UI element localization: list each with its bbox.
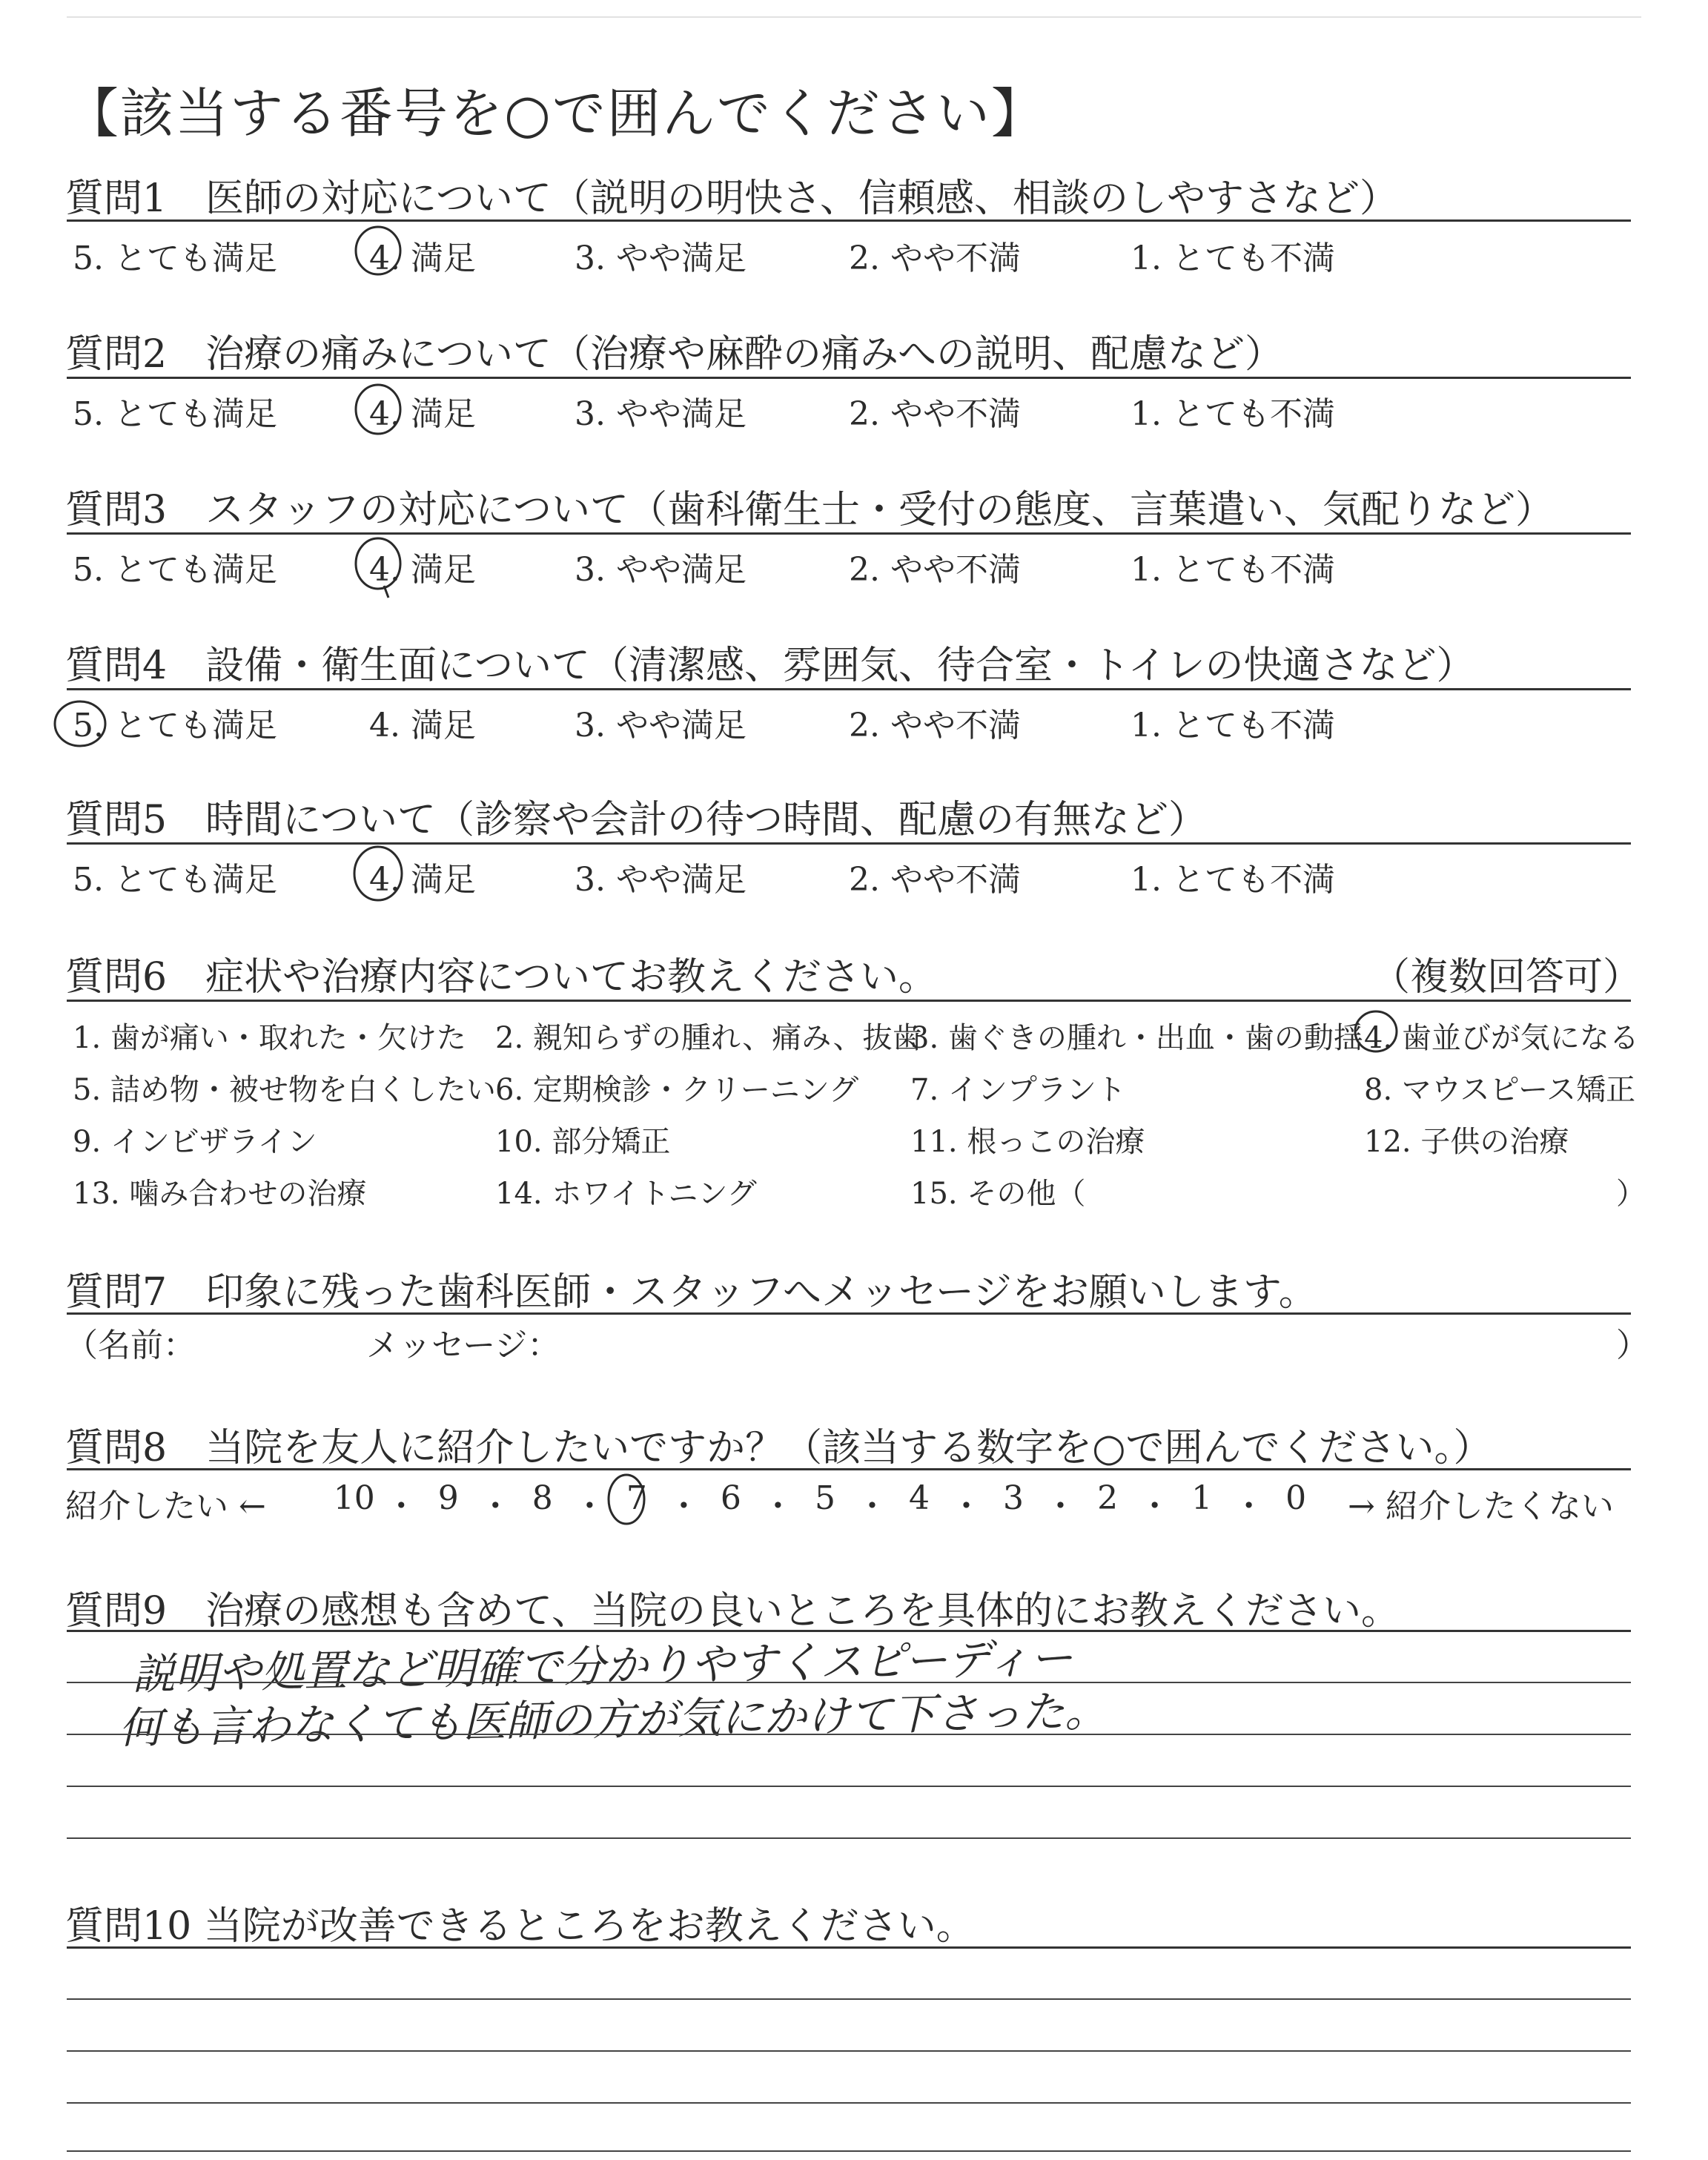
q7-rule (67, 1312, 1631, 1315)
q3-option-3[interactable]: 3. やや満足 (575, 551, 747, 589)
q7-close-paren: ） (1616, 1327, 1649, 1364)
q8-scale-0[interactable]: 0 (1285, 1479, 1307, 1517)
q1-option-3[interactable]: 3. やや満足 (575, 240, 747, 277)
q8-scale-9[interactable]: 9 (437, 1479, 459, 1517)
q8-left-label: 紹介したい ← (65, 1487, 266, 1525)
q5-option-1[interactable]: 1. とても不満 (1131, 861, 1335, 899)
q2-option-3[interactable]: 3. やや満足 (575, 395, 747, 433)
form-header: 【該当する番号を○で囲んでください】 (65, 82, 1046, 145)
q2-option-4[interactable]: 4. 満足 (369, 395, 476, 433)
q8-dot: ・ (761, 1487, 795, 1525)
q6-option-5[interactable]: 5. 詰め物・被せ物を白くしたい (73, 1073, 496, 1107)
top-border (67, 16, 1641, 18)
q8-scale-8[interactable]: 8 (532, 1479, 553, 1517)
q5-option-2[interactable]: 2. やや不満 (849, 861, 1021, 899)
q3-option-2[interactable]: 2. やや不満 (849, 551, 1021, 589)
q10-line-3 (67, 2102, 1631, 2104)
q8-scale-5[interactable]: 5 (814, 1479, 835, 1517)
q8-scale-6[interactable]: 6 (720, 1479, 741, 1517)
q6-option-13[interactable]: 13. 噛み合わせの治療 (73, 1177, 367, 1211)
q6-option-2[interactable]: 2. 親知らずの腫れ、痛み、抜歯 (495, 1021, 922, 1055)
q8-scale-4[interactable]: 4 (908, 1479, 930, 1517)
q9-line-2 (67, 1734, 1631, 1735)
q2-title: 質問2 治療の痛みについて（治療や麻酔の痛みへの説明、配慮など） (65, 332, 1284, 377)
q8-scale-10[interactable]: 10 (333, 1479, 375, 1517)
q8-dot: ・ (1044, 1487, 1077, 1525)
q6-option-7[interactable]: 7. インプラント (910, 1073, 1126, 1107)
q2-option-5[interactable]: 5. とても満足 (73, 395, 277, 433)
q6-option-8[interactable]: 8. マウスピース矯正 (1364, 1073, 1636, 1107)
q5-title: 質問5 時間について（診察や会計の待つ時間、配慮の有無など） (65, 798, 1208, 842)
q8-scale-1[interactable]: 1 (1191, 1479, 1213, 1517)
q9-handwriting-line-1: 説明や処置など明確で分かりやすくスピーディー (131, 1632, 1073, 1700)
q1-option-4[interactable]: 4. 満足 (369, 240, 476, 277)
q8-dot: ・ (855, 1487, 889, 1525)
q6-option-3[interactable]: 3. 歯ぐきの腫れ・出血・歯の動揺 (910, 1021, 1363, 1055)
q8-dot: ・ (479, 1487, 512, 1525)
q6-note: （複数回答可） (1371, 955, 1642, 1000)
q6-option-11[interactable]: 11. 根っこの治療 (910, 1125, 1145, 1159)
q6-option-1[interactable]: 1. 歯が痛い・取れた・欠けた (73, 1021, 466, 1055)
q5-rule (67, 842, 1631, 845)
q4-option-3[interactable]: 3. やや満足 (575, 707, 747, 744)
q3-option-4[interactable]: 4. 満足 (369, 551, 476, 589)
q9-line-3 (67, 1786, 1631, 1787)
q8-scale (325, 1479, 1325, 1527)
q1-option-5[interactable]: 5. とても満足 (73, 240, 277, 277)
q9-title: 質問9 治療の感想も含めて、当院の良いところを具体的にお教えください。 (65, 1589, 1400, 1634)
q8-rule (67, 1468, 1631, 1470)
q10-line-2 (67, 2050, 1631, 2052)
q8-dot: ・ (1138, 1487, 1171, 1525)
q8-dot: ・ (667, 1487, 701, 1525)
q3-title: 質問3 スタッフの対応について（歯科衛生士・受付の態度、言葉遣い、気配りなど） (65, 488, 1555, 532)
q3-option-1[interactable]: 1. とても不満 (1131, 551, 1335, 589)
q2-option-2[interactable]: 2. やや不満 (849, 395, 1021, 433)
q5-option-5[interactable]: 5. とても満足 (73, 861, 277, 899)
q4-title: 質問4 設備・衛生面について（清潔感、雰囲気、待合室・トイレの快適さなど） (65, 644, 1475, 688)
q1-title: 質問1 医師の対応について（説明の明快さ、信頼感、相談のしやすさなど） (65, 176, 1398, 221)
q6-option-14[interactable]: 14. ホワイトニング (495, 1177, 757, 1211)
q4-rule (67, 688, 1631, 690)
q10-line-1 (67, 1998, 1631, 2000)
q10-title: 質問10 当院が改善できるところをお教えください。 (65, 1904, 975, 1949)
q3-option-5[interactable]: 5. とても満足 (73, 551, 277, 589)
q8-scale-2[interactable]: 2 (1097, 1479, 1119, 1517)
q4-option-5[interactable]: 5. とても満足 (73, 707, 277, 744)
q8-dot: ・ (385, 1487, 418, 1525)
q7-title: 質問7 印象に残った歯科医師・スタッフへメッセージをお願いします。 (65, 1270, 1317, 1315)
q6-option-9[interactable]: 9. インビザライン (73, 1125, 317, 1159)
q2-option-1[interactable]: 1. とても不満 (1131, 395, 1335, 433)
q6-option-6[interactable]: 6. 定期検診・クリーニング (495, 1073, 859, 1107)
q10-line-4 (67, 2150, 1631, 2152)
q4-option-4[interactable]: 4. 満足 (369, 707, 476, 744)
q5-option-4[interactable]: 4. 満足 (369, 861, 476, 899)
q6-other-close-paren: ） (1616, 1177, 1646, 1211)
q8-scale-7[interactable]: 7 (626, 1479, 647, 1517)
q6-title: 質問6 症状や治療内容についてお教えください。 (65, 955, 938, 1000)
q8-right-label: → 紹介したくない (1348, 1487, 1614, 1525)
q8-dot: ・ (573, 1487, 606, 1525)
q8-dot: ・ (950, 1487, 983, 1525)
q1-rule (67, 219, 1631, 222)
q6-rule (67, 1000, 1631, 1002)
q1-option-2[interactable]: 2. やや不満 (849, 240, 1021, 277)
q6-option-15[interactable]: 15. その他（ (910, 1177, 1086, 1211)
q10-rule (67, 1946, 1631, 1949)
q6-option-4[interactable]: 4. 歯並びが気になる (1364, 1021, 1639, 1055)
q7-message-label: メッセージ： (366, 1327, 560, 1364)
q9-line-4 (67, 1837, 1631, 1839)
q4-option-1[interactable]: 1. とても不満 (1131, 707, 1335, 744)
q8-title: 質問8 当院を友人に紹介したいですか？（該当する数字を○で囲んでください。） (65, 1426, 1492, 1470)
q8-dot: ・ (1232, 1487, 1265, 1525)
q3-rule (67, 532, 1631, 535)
q4-option-2[interactable]: 2. やや不満 (849, 707, 1021, 744)
q9-handwriting-line-2: 何も言わなくても医師の方が気にかけて下さった。 (118, 1685, 1108, 1754)
q8-scale-3[interactable]: 3 (1003, 1479, 1025, 1517)
q6-option-12[interactable]: 12. 子供の治療 (1364, 1125, 1569, 1159)
q7-name-label: （名前： (65, 1327, 196, 1364)
q2-rule (67, 377, 1631, 379)
q6-option-10[interactable]: 10. 部分矯正 (495, 1125, 671, 1159)
q1-option-1[interactable]: 1. とても不満 (1131, 240, 1335, 277)
q5-option-3[interactable]: 3. やや満足 (575, 861, 747, 899)
